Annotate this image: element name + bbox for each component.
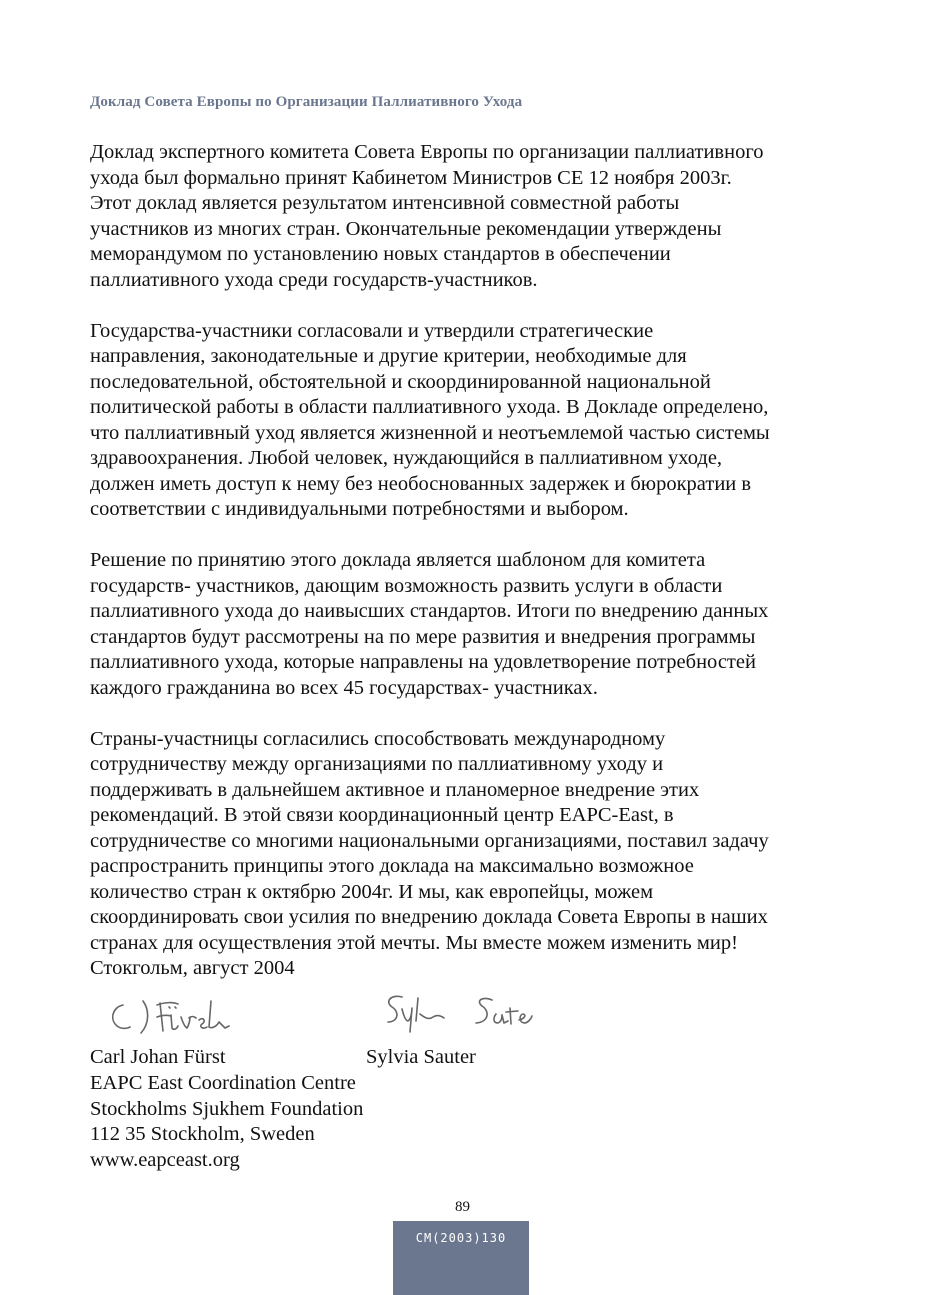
text-line: меморандумом по установлению новых стандартов в обеспечении	[90, 243, 671, 265]
organization-name: EAPC East Coordination Centre	[90, 1072, 356, 1094]
text-line: Государства-участники согласовали и утвердили стратегические	[90, 319, 654, 342]
body-text	[90, 140, 850, 982]
text-line: государств- участников, дающим возможность развить услуги в области	[90, 574, 723, 597]
text-line: поддерживать в дальнейшем активное и планомерное внедрение этих	[90, 778, 700, 801]
text-line: сотрудничестве со многими национальными организациями, поставил задачу	[90, 829, 769, 852]
document-code: CM(2003)130	[415, 1231, 507, 1245]
text-line: политической работы в области паллиативного ухода. В Докладе определено,	[90, 396, 769, 418]
text-line: Этот доклад является результатом интенсивной совместной работы	[90, 192, 680, 214]
text-line: Доклад экспертного комитета Совета Европы по организации паллиативного	[90, 141, 764, 163]
paragraph	[90, 140, 850, 293]
text-line: Стокгольм, август 2004	[90, 957, 295, 979]
text-line: Решение по принятию этого доклада является шаблоном для комитета	[90, 549, 706, 571]
signatory-name: Carl Johan Fürst	[90, 1046, 226, 1068]
text-line: странах для осуществления этой мечты. Мы вместе можем изменить мир!	[90, 931, 738, 954]
text-line: паллиативного ухода, которые направлены на удовлетворение потребностей	[90, 651, 756, 673]
signatory-name: Sylvia Sauter	[366, 1046, 476, 1068]
text-line: ухода был формально принят Кабинетом Министров СЕ 12 ноября 2003г.	[90, 166, 732, 189]
text-line: каждого гражданина во всех 45 государствах- участниках.	[90, 676, 598, 699]
text-line: рекомендаций. В этой связи координационный центр EAPC-East, в	[90, 804, 674, 826]
text-line: паллиативного ухода среди государств-участников.	[90, 268, 538, 291]
text-line: скоординировать свои усилия по внедрению доклада Совета Европы в наших	[90, 906, 768, 928]
text-line: количество стран к октябрю 2004г. И мы, как европейцы, можем	[90, 880, 654, 903]
text-line: распространить принципы этого доклада на максимально возможное	[90, 855, 694, 877]
signature-sauter	[380, 990, 545, 1035]
document-heading: Доклад Совета Европы по Организации Паллиативного Ухода	[90, 94, 523, 110]
paragraph	[90, 727, 850, 982]
text-line: последовательной, обстоятельной и скоординированной национальной	[90, 370, 711, 393]
address-block	[90, 1071, 363, 1173]
postal-address: 112 35 Stockholm, Sweden	[90, 1123, 315, 1145]
text-line: паллиативного ухода до наивысших стандартов. Итоги по внедрению данных	[90, 600, 769, 622]
text-line: участников из многих стран. Окончательные рекомендации утверждены	[90, 217, 722, 240]
paragraph	[90, 319, 850, 523]
text-line: сотрудничеству между организациями по паллиативному уходу и	[90, 753, 664, 775]
text-line: направления, законодательные и другие критерии, необходимые для	[90, 345, 687, 367]
foundation-name: Stockholms Sjukhem Foundation	[90, 1097, 364, 1120]
text-line: что паллиативный уход является жизненной и неотъемлемой частью системы	[90, 421, 770, 444]
footer-box	[393, 1221, 529, 1295]
text-line: соответствии с индивидуальными потребностями и выбором.	[90, 498, 629, 520]
website-link[interactable]: www.eapceast.org	[90, 1148, 240, 1171]
signature-furst	[105, 993, 240, 1038]
text-line: здравоохранения. Любой человек, нуждающийся в паллиативном уходе,	[90, 447, 723, 469]
text-line: Страны-участницы согласились способствовать международному	[90, 727, 666, 750]
page-number: 89	[455, 1199, 470, 1215]
paragraph	[90, 548, 850, 701]
text-line: стандартов будут рассмотрены на по мере развития и внедрения программы	[90, 625, 756, 648]
text-line: должен иметь доступ к нему без необоснованных задержек и бюрократии в	[90, 472, 752, 495]
